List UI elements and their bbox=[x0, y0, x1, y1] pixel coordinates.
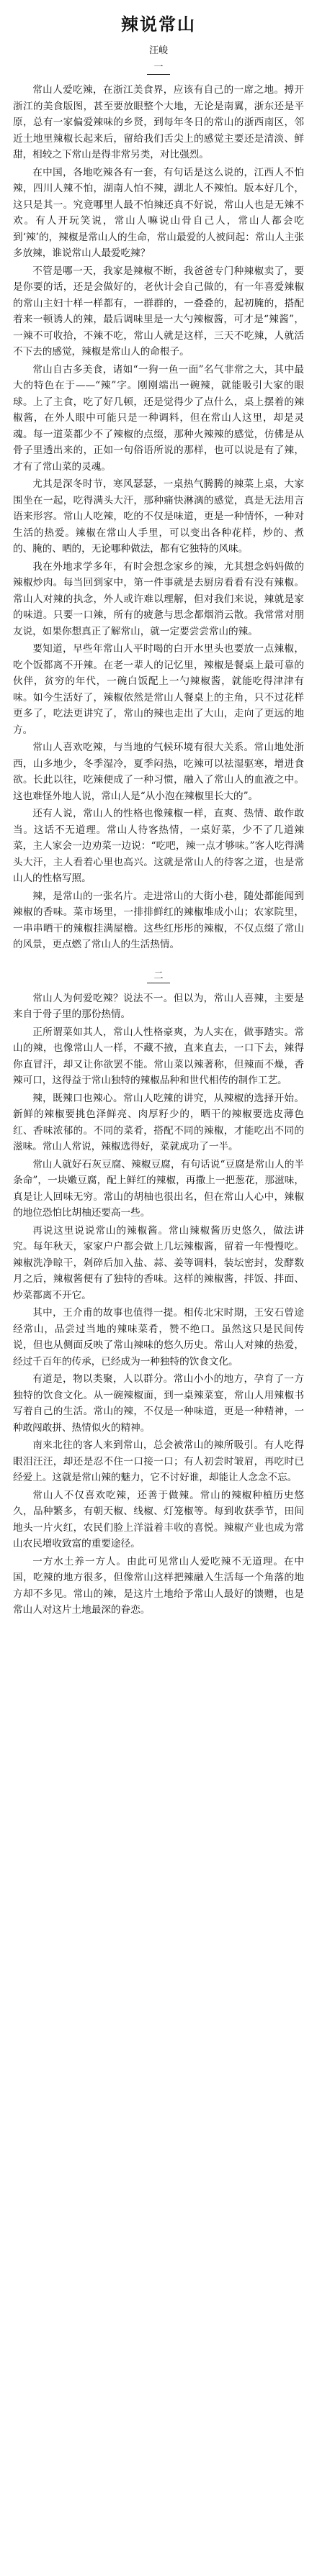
paragraph: 要知道，早些年常山人平时喝的白开水里头也要放一点辣椒，吃个饭都离不开辣。在老一辈人的记忆里，辣椒是餐桌上最可靠的伙伴，贫穷的年代，一碗白饭配上一勺辣椒酱，就能吃得津津有味。如今生活好了，辣椒依然是常山人餐桌上的主角，只不过花样更多了，吃法更讲究了，常山的辣也走出了大山，走向了更远的地方。 bbox=[13, 643, 304, 736]
paragraph: 常山自古多美食，诸如“一狗一鱼一面”名气非常之大，其中最大的特色在于——“辣”字。刚刚端出一碗辣，就能吸引大家的眼球。上了主食，吃了好几顿，还是觉得少了点什么，桌上摆着的辣椒酱，在外人眼中可能只是一种调料，但在常山人这里，却是灵魂。每一道菜都少不了辣椒的点缀，那种火辣辣的感觉，仿佛是从骨子里透出来的，正如一句俗语所说的那样，也可以说是有了辣，才有了常山菜的灵魂。 bbox=[13, 363, 304, 473]
paragraph: 有道是，物以类聚，人以群分。常山小小的地方，孕育了一方独特的饮食文化。从一碗辣椒面，到一桌辣菜宴，常山人用辣椒书写着自己的生活。常山的辣，不仅是一种味道，更是一种精神，一种敢闯敢拼、热情似火的精神。 bbox=[13, 1373, 304, 1434]
paragraph: 还有人说，常山人的性格也像辣椒一样，直爽、热情、敢作敢当。这话不无道理。常山人待客热情，一桌好菜，少不了几道辣菜，主人家会一边劝菜一边说：“吃吧，辣一点才够味。”客人吃得满头大汗，主人看着心里也高兴。这就是常山人的待客之道，也是常山人的性格写照。 bbox=[13, 808, 304, 884]
section-two-body bbox=[13, 991, 304, 1619]
paragraph: 常山人爱吃辣，在浙江美食界，应该有自己的一席之地。搏开浙江的美食版图，甚至要放眼整个大地，无论是南翼，浙东还是平原，总有一家偏爱辣味的乡贤，到每年冬日的常山的浙西南区，邻近土地里辣椒长起来后，留给我们舌尖上的感觉主要还是清淡、鲜甜，相较之下常山是得非常另类，对比强烈。 bbox=[13, 84, 304, 160]
paragraph: 尤其是深冬时节，寒风瑟瑟，一桌热气腾腾的辣菜上桌，大家围坐在一起，吃得满头大汗，那种痛快淋漓的感觉，真是无法用言语来形容。常山人吃辣，吃的不仅是味道，更是一种情怀，一种对生活的热爱。辣椒在常山人手里，可以变出各种花样，炒的、煮的、腌的、晒的，无论哪种做法，都有它独特的风味。 bbox=[13, 478, 304, 555]
paragraph: 不管是哪一天，我家是辣椒不断，我爸爸专门种辣椒卖了，要是你要的话，还是会做好的，老伙计会自己做的，有一年喜爱辣椒的常山主妇十样一样都有，一群群的，一叠叠的，起初腌的，搭配着来一顿诱人的辣，最后调味里是一大勺辣椒酱，可才是“辣酱”，一辣不可收拾，不辣不吃，常山人就是这样，三天不吃辣，人就活不下去的感觉，辣椒是常山人的命根子。 bbox=[13, 265, 304, 358]
paragraph: 常山人为何爱吃辣？说法不一。但以为，常山人喜辣，主要是来自于骨子里的那份热情。 bbox=[13, 992, 304, 1020]
author-name: 汪峻 bbox=[148, 45, 168, 56]
paragraph: 常山人就好石灰豆腐、辣椒豆腐，有句话说“豆腐是常山人的半条命”，一块嫩豆腐，配上鲜红的辣椒，再撒上一把葱花，那滋味，真是让人回味无穷。常山的胡柚也很出名，但在常山人心中，辣椒的地位恐怕比胡柚还要高一些。 bbox=[13, 1158, 304, 1219]
section-two-mark: 二 bbox=[153, 970, 164, 981]
paragraph: 南来北往的客人来到常山，总会被常山的辣所吸引。有人吃得眼泪汪汪，却还是忍不住一口接一口；有人初尝时皱眉，再吃时已经爱上。这就是常山辣的魅力，它不讨好谁，却能让人念念不忘。 bbox=[13, 1439, 304, 1483]
paragraph: 常山人喜欢吃辣，与当地的气候环境有很大关系。常山地处浙西，山多地少，冬季湿冷，夏季闷热，吃辣可以祛湿驱寒，增进食欲。长此以往，吃辣便成了一种习惯，融入了常山人的血液之中。这也难怪外地人说，常山人是“从小泡在辣椒里长大的”。 bbox=[13, 742, 304, 802]
paragraph: 一方水土养一方人。由此可见常山人爱吃辣不无道理。在中国，吃辣的地方很多，但像常山这样把辣融入生活每一个角落的地方却不多见。常山的辣，是这片土地给予常山人最好的馈赠，也是常山人对这片土地最深的眷恋。 bbox=[13, 1555, 304, 1616]
paragraph: 我在外地求学多年，有时会想念家乡的辣，尤其想念妈妈做的辣椒炒肉。每当回到家中，第一件事就是去厨房看看有没有辣椒。常山人对辣的执念，外人或许难以理解，但对我们来说，辣就是家的味道。只要一口辣，所有的疲惫与思念都烟消云散。我常常对朋友说，如果你想真正了解常山，就一定要尝尝常山的辣。 bbox=[13, 560, 304, 637]
paragraph: 其中，王介甫的故事也值得一提。相传北宋时期，王安石曾途经常山，品尝过当地的辣味菜肴，赞不绝口。虽然这只是民间传说，但也从侧面反映了常山辣味的悠久历史。常山人对辣的热爱，经过千百年的传承，已经成为一种独特的饮食文化。 bbox=[13, 1307, 304, 1367]
section-one-body bbox=[13, 82, 304, 953]
paragraph: 常山人不仅喜欢吃辣，还善于做辣。常山的辣椒种植历史悠久，品种繁多，有朝天椒、线椒、灯笼椒等。每到收获季节，田间地头一片火红，农民们脸上洋溢着丰收的喜悦。辣椒产业也成为常山农民增收致富的重要途径。 bbox=[13, 1489, 304, 1549]
section-gap bbox=[13, 955, 304, 965]
paragraph: 再说这里说说常山的辣椒酱。常山辣椒酱历史悠久，做法讲究。每年秋天，家家户户都会做上几坛辣椒酱，留着一年慢慢吃。辣椒洗净晾干，剁碎后加入盐、蒜、姜等调料，装坛密封，发酵数月之后，辣椒酱便有了独特的香味。这样的辣椒酱，拌饭、拌面、炒菜都离不开它。 bbox=[13, 1224, 304, 1301]
paragraph: 辣，既辣口也辣心。常山人吃辣的讲究，从辣椒的选择开始。新鲜的辣椒要挑色泽鲜亮、肉厚籽少的，晒干的辣椒要选皮薄色红、香味浓郁的。不同的菜肴，搭配不同的辣椒，才能吃出不同的滋味。常山人常说，辣椒选得好，菜就成功了一半。 bbox=[13, 1092, 304, 1152]
section-one-mark: 一 bbox=[153, 62, 164, 73]
paragraph: 在中国，各地吃辣各有一套，有句话是这么说的，江西人不怕辣，四川人辣不怕，湖南人怕不辣，湖北人不辣怕。版本好几个，这只是其一。究竟哪里人最不怕辣还真不好说，常山人也是无辣不欢。有人开玩笑说，常山人嘛说山骨自己人，常山人都会吃到‘辣’的，辣椒是常山人的生命，常山最爱的人被问起：常山人主张多放辣，谁说常山人最爱吃辣？ bbox=[13, 166, 304, 259]
article-title: 辣说常山 bbox=[121, 14, 196, 35]
paragraph: 正所谓菜如其人，常山人性格豪爽，为人实在，做事踏实。常山的辣，也像常山人一样，不藏不掖，直来直去，一口下去，辣得你直冒汗，却又让你欲罢不能。常山菜以辣著称，但辣而不燥，香辣可口，这得益于常山独特的辣椒品种和世代相传的制作工艺。 bbox=[13, 1026, 304, 1086]
paragraph: 辣，是常山的一张名片。走进常山的大街小巷，随处都能闻到辣椒的香味。菜市场里，一排排鲜红的辣椒堆成小山；农家院里，一串串晒干的辣椒挂满屋檐。这些红彤彤的辣椒，不仅点缀了常山的风景，更点燃了常山人的生活热情。 bbox=[13, 890, 304, 950]
section-one-divider bbox=[147, 74, 170, 75]
